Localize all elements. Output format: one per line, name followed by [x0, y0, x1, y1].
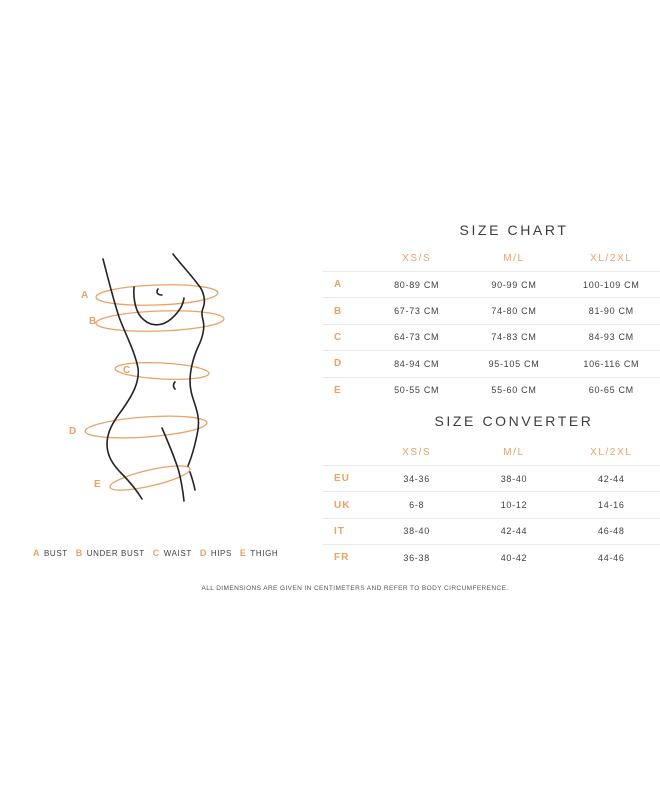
- cell-value: 81-90 CM: [588, 306, 634, 317]
- row-label: E: [334, 384, 342, 396]
- legend-letter: C: [152, 548, 160, 558]
- cell-value: 46-48: [598, 526, 625, 537]
- navel-mark: [174, 382, 176, 389]
- row-label: FR: [334, 552, 350, 564]
- legend-letter: E: [239, 548, 247, 558]
- breast-contour-line: [134, 287, 184, 325]
- thigh-measure-ellipse: [108, 461, 191, 495]
- cell-value: 42-44: [500, 526, 528, 537]
- row-label: C: [334, 331, 343, 343]
- cell-value: 36-38: [403, 552, 430, 563]
- cell-value: 100-109 CM: [583, 279, 640, 290]
- legend-item-hips: [200, 548, 232, 558]
- cell-value: 34-36: [403, 473, 430, 484]
- row-label: IT: [334, 525, 345, 537]
- legend-letter: B: [75, 548, 83, 558]
- dimensions-footnote: ALL DIMENSIONS ARE GIVEN IN CENTIMETERS AND REFER TO BODY CIRCUMFERENCE.: [201, 585, 509, 592]
- cell-value: 80-89 CM: [394, 279, 440, 290]
- column-header-xl-2xl: XL/2XL: [590, 252, 633, 264]
- cell-value: 74-80 CM: [491, 306, 537, 317]
- cell-value: 106-116 CM: [583, 358, 640, 369]
- cell-value: 6-8: [409, 500, 425, 511]
- legend-label: UNDER BUST: [86, 549, 145, 558]
- table-row-hips: [323, 350, 660, 376]
- cell-value: 84-93 CM: [588, 332, 634, 343]
- table-row-uk: [323, 491, 660, 517]
- table-row-thigh: [323, 377, 660, 403]
- size-converter-header-row: [323, 439, 660, 465]
- column-header-xl-2xl: XL/2XL: [590, 446, 633, 458]
- row-label: EU: [334, 473, 350, 485]
- underbust-measure-ellipse: [96, 309, 225, 333]
- cell-value: 50-55 CM: [394, 385, 440, 396]
- column-header-xs-s: XS/S: [402, 446, 432, 458]
- size-converter-table: [323, 439, 660, 571]
- hips-measure-ellipse: [84, 413, 207, 441]
- measurement-legend: [33, 548, 278, 558]
- cell-value: 38-40: [403, 526, 430, 537]
- figure-label-underbust: B: [89, 316, 98, 327]
- cell-value: 42-44: [598, 473, 625, 484]
- cell-value: 40-42: [500, 552, 528, 563]
- nipple-mark: [157, 289, 162, 295]
- legend-label: THIGH: [250, 549, 279, 558]
- cell-value: 74-83 CM: [491, 332, 537, 343]
- column-header-xs-s: XS/S: [402, 252, 432, 264]
- table-row-it: [323, 518, 660, 544]
- size-chart-header-row: [323, 245, 660, 271]
- cell-value: 14-16: [598, 500, 625, 511]
- cell-value: 90-99 CM: [491, 279, 537, 290]
- cell-value: 55-60 CM: [491, 385, 537, 396]
- column-header-m-l: M/L: [503, 252, 525, 264]
- table-row-underbust: [323, 297, 660, 323]
- legend-item-waist: [153, 548, 192, 558]
- size-chart-table: [323, 245, 660, 403]
- cell-value: 38-40: [500, 473, 528, 484]
- back-thigh-line: [190, 472, 195, 490]
- legend-label: HIPS: [210, 549, 232, 558]
- row-label: UK: [334, 499, 351, 511]
- table-row-bust: [323, 271, 660, 297]
- body-front-contour-line: [103, 259, 142, 499]
- front-thigh-line: [162, 428, 184, 501]
- cell-value: 10-12: [500, 500, 528, 511]
- row-label: B: [334, 305, 343, 317]
- column-header-m-l: M/L: [503, 446, 525, 458]
- cell-value: 84-94 CM: [394, 358, 440, 369]
- legend-item-underbust: [76, 548, 145, 558]
- table-row-waist: [323, 324, 660, 350]
- legend-label: WAIST: [163, 549, 192, 558]
- cell-value: 44-46: [598, 552, 625, 563]
- cell-value: 60-65 CM: [588, 385, 634, 396]
- legend-letter: D: [199, 548, 207, 558]
- row-label: A: [334, 279, 343, 291]
- legend-item-bust: [33, 548, 68, 558]
- row-label: D: [334, 358, 343, 370]
- cell-value: 64-73 CM: [394, 332, 440, 343]
- figure-label-bust: A: [81, 290, 90, 301]
- table-row-eu: [323, 465, 660, 491]
- figure-label-thigh: E: [94, 479, 102, 490]
- figure-label-waist: C: [123, 365, 132, 376]
- figure-label-hips: D: [69, 426, 78, 437]
- legend-label: BUST: [44, 549, 68, 558]
- cell-value: 67-73 CM: [394, 306, 440, 317]
- cell-value: 95-105 CM: [488, 358, 540, 369]
- size-chart-title: SIZE CHART: [459, 222, 569, 238]
- size-converter-title: SIZE CONVERTER: [434, 413, 594, 429]
- table-row-fr: [323, 544, 660, 570]
- legend-item-thigh: [240, 548, 278, 558]
- legend-letter: A: [33, 548, 40, 558]
